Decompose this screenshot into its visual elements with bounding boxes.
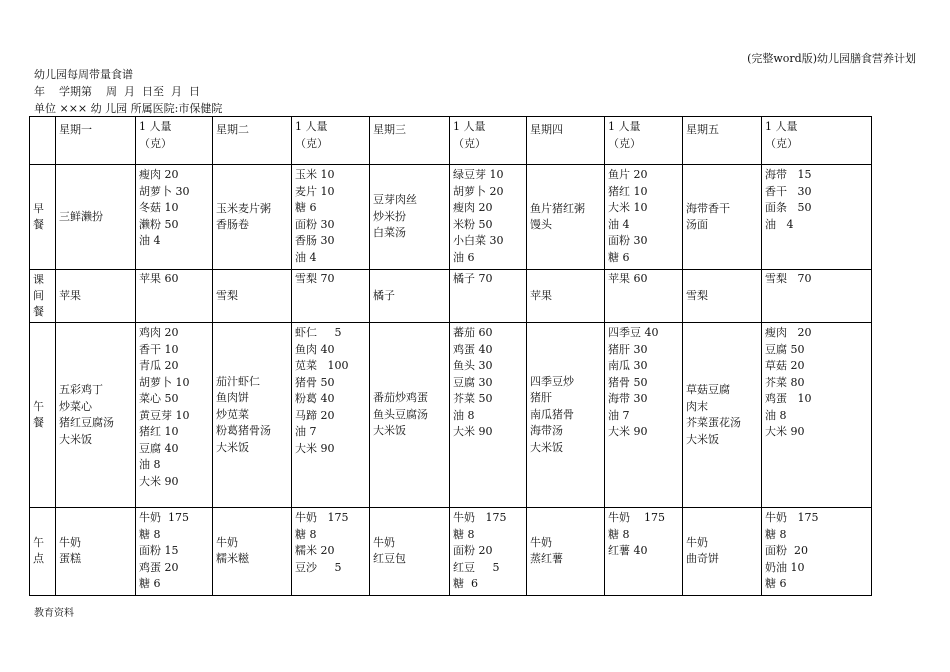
ingredient-quantity: 瘦肉 20: [139, 168, 179, 181]
ingredient-quantity: 鸡蛋 20: [139, 560, 179, 574]
meal-label-cell: [30, 270, 56, 323]
qty-header: [292, 117, 370, 165]
quantity-cell: [450, 323, 527, 508]
ingredient-quantity: 糯米 20: [295, 544, 335, 557]
meal-label: 午点: [33, 536, 44, 566]
dish-name: 玉米麦片粥: [216, 201, 271, 215]
ingredient-quantity: 大米 90: [139, 474, 179, 488]
ingredient-quantity: 粉葛 40: [295, 392, 335, 405]
ingredient-quantity: 海带 30: [608, 392, 648, 405]
ingredient-quantity: 鱼片 20: [608, 168, 648, 181]
ingredient-quantity: 豆腐 40: [139, 441, 179, 455]
ingredient-quantity: 牛奶 175: [295, 511, 349, 524]
qty-header-line: （克）: [765, 136, 798, 150]
dish-name: 猪红豆腐汤: [59, 416, 114, 429]
ingredient-quantity: 香干 30: [765, 184, 812, 198]
dish-cell: [213, 323, 292, 508]
ingredient-quantity: 苋菜 100: [295, 359, 349, 372]
ingredient-quantity: 胡萝卜 20: [453, 184, 504, 198]
ingredient-quantity: 玉米 10: [295, 168, 335, 181]
qty-header-line: （克）: [608, 136, 641, 150]
dish-name: 大米饭: [530, 440, 563, 454]
qty-header: [605, 117, 683, 165]
dish-name: 牛奶: [59, 535, 81, 549]
ingredient-quantity: 牛奶 175: [139, 511, 189, 524]
quantity-cell: [136, 270, 213, 323]
ingredient-quantity: 鱼肉 40: [295, 342, 335, 356]
dish-name: 苹果: [59, 288, 81, 302]
meal-row: [30, 323, 872, 508]
ingredient-quantity: 油 4: [139, 234, 161, 247]
quantity-cell: [605, 323, 683, 508]
dish-name: 茄汁虾仁: [216, 374, 260, 388]
dish-cell: [683, 508, 762, 596]
dish-name: 炒米扮: [373, 209, 406, 223]
corner-cell: [30, 117, 56, 165]
meal-row: [30, 270, 872, 323]
dish-cell: [370, 508, 450, 596]
ingredient-quantity: 牛奶 175: [765, 511, 819, 524]
ingredient-quantity: 红薯 40: [608, 544, 648, 557]
quantity-cell: [292, 165, 370, 270]
dish-name: 大米饭: [686, 432, 719, 446]
ingredient-quantity: 鸡肉 20: [139, 326, 179, 339]
ingredient-quantity: 绿豆芽 10: [453, 168, 504, 181]
dish-name: 芥菜蛋花汤: [686, 416, 741, 429]
dish-name: 苹果: [530, 288, 552, 302]
quantity-cell: [762, 165, 872, 270]
ingredient-quantity: 大米 10: [608, 201, 648, 214]
dish-name: 糯米糍: [216, 552, 249, 566]
ingredient-quantity: 苹果 60: [608, 272, 648, 285]
dish-name: 白菜汤: [373, 226, 406, 240]
qty-header: [136, 117, 213, 165]
qty-header-line: （克）: [453, 136, 486, 150]
ingredient-quantity: 瘦肉 20: [453, 201, 493, 214]
meal-row: [30, 165, 872, 270]
dish-name: 鱼肉饼: [216, 391, 249, 405]
dish-name: 肉末: [686, 399, 708, 413]
day-header-row: [30, 117, 872, 165]
meal-label: 午餐: [33, 400, 44, 429]
document-header: (完整word版)幼儿园膳食营养计划: [747, 52, 916, 65]
ingredient-quantity: 瘦肉 20: [765, 326, 812, 339]
ingredient-quantity: 大米 90: [295, 441, 335, 455]
dish-name: 牛奶: [216, 535, 238, 549]
qty-header: [450, 117, 527, 165]
ingredient-quantity: 面粉 30: [608, 234, 648, 247]
dish-cell: [683, 270, 762, 323]
quantity-cell: [605, 270, 683, 323]
meal-row: [30, 508, 872, 596]
meal-label: 早餐: [33, 202, 44, 231]
ingredient-quantity: 虾仁 5: [295, 326, 342, 339]
ingredient-quantity: 豆腐 30: [453, 375, 493, 389]
ingredient-quantity: 香肠 30: [295, 234, 335, 247]
ingredient-quantity: 牛奶 175: [453, 511, 507, 524]
ingredient-quantity: 马蹄 20: [295, 408, 335, 422]
ingredient-quantity: 糖 8: [453, 527, 475, 541]
dish-name: 炒苋菜: [216, 407, 249, 421]
dish-name: 大米饭: [373, 424, 406, 438]
day-name: 星期一: [56, 117, 136, 165]
ingredient-quantity: 香干 10: [139, 342, 179, 356]
dish-name: 蒸红薯: [530, 552, 563, 566]
qty-header-line: （克）: [139, 136, 172, 150]
ingredient-quantity: 胡萝卜 10: [139, 375, 190, 389]
ingredient-quantity: 牛奶 175: [608, 511, 665, 524]
day-name: 星期二: [213, 117, 292, 165]
quantity-cell: [292, 508, 370, 596]
ingredient-quantity: 芥菜 50: [453, 392, 493, 405]
ingredient-quantity: 青瓜 20: [139, 359, 179, 372]
dish-name: 鱼片猪红粥: [530, 201, 585, 215]
ingredient-quantity: 苹果 60: [139, 272, 179, 285]
ingredient-quantity: 雪梨 70: [765, 272, 812, 285]
ingredient-quantity: 糖 8: [139, 527, 161, 541]
menu-title: 幼儿园每周带量食谱: [34, 68, 133, 81]
ingredient-quantity: 橘子 70: [453, 272, 493, 285]
dish-name: 粉葛猪骨汤: [216, 424, 271, 438]
dish-name: 炒菜心: [59, 399, 92, 413]
weekly-menu-table: [29, 116, 872, 596]
ingredient-quantity: 糖 6: [608, 250, 630, 264]
footer-note: 教育资料: [34, 608, 74, 619]
quantity-cell: [450, 165, 527, 270]
ingredient-quantity: 米粉 50: [453, 217, 493, 231]
ingredient-quantity: 糖 6: [765, 577, 787, 590]
ingredient-quantity: 糖 8: [295, 527, 317, 541]
ingredient-quantity: 糖 8: [765, 527, 787, 541]
meal-label-cell: [30, 323, 56, 508]
quantity-cell: [136, 508, 213, 596]
ingredient-quantity: 奶油 10: [765, 560, 805, 574]
ingredient-quantity: 油 8: [765, 408, 787, 422]
ingredient-quantity: 黄豆芽 10: [139, 408, 190, 422]
meal-label-cell: [30, 508, 56, 596]
qty-header-line: （克）: [295, 136, 328, 150]
ingredient-quantity: 猪肝 30: [608, 342, 648, 356]
ingredient-quantity: 猪骨 50: [295, 375, 335, 389]
term-line: 年 学期第 周 月 日至 月 日: [34, 85, 200, 98]
dish-name: 番茄炒鸡蛋: [373, 391, 428, 405]
dish-cell: [527, 323, 605, 508]
quantity-cell: [292, 323, 370, 508]
qty-header-line: 1 人量: [765, 120, 798, 133]
ingredient-quantity: 猪红 10: [139, 425, 179, 438]
dish-cell: [56, 165, 136, 270]
dish-cell: [56, 508, 136, 596]
dish-name: 蛋糕: [59, 552, 81, 566]
ingredient-quantity: 鸡蛋 10: [765, 392, 812, 405]
dish-cell: [213, 165, 292, 270]
ingredient-quantity: 糖 8: [608, 527, 630, 541]
quantity-cell: [605, 508, 683, 596]
dish-name: 雪梨: [686, 288, 708, 302]
ingredient-quantity: 菜心 50: [139, 392, 179, 405]
quantity-cell: [762, 508, 872, 596]
dish-name: 海带汤: [530, 424, 563, 438]
ingredient-quantity: 糖 6: [295, 201, 317, 214]
dish-cell: [56, 270, 136, 323]
dish-name: 鱼头豆腐汤: [373, 407, 428, 421]
day-name: 星期三: [370, 117, 450, 165]
menu-body: [30, 117, 872, 596]
ingredient-quantity: 大米 90: [765, 425, 805, 438]
ingredient-quantity: 面粉 20: [765, 544, 808, 557]
day-name: 星期五: [683, 117, 762, 165]
day-name: 星期四: [527, 117, 605, 165]
dish-name: 豆芽肉丝: [373, 193, 417, 207]
quantity-cell: [762, 323, 872, 508]
ingredient-quantity: 面条 50: [765, 201, 812, 214]
dish-cell: [213, 508, 292, 596]
ingredient-quantity: 糖 6: [139, 577, 161, 590]
ingredient-quantity: 红豆 5: [453, 560, 500, 574]
dish-name: 牛奶: [686, 535, 708, 549]
ingredient-quantity: 鸡蛋 40: [453, 342, 493, 356]
dish-cell: [683, 323, 762, 508]
ingredient-quantity: 麦片 10: [295, 184, 335, 198]
quantity-cell: [450, 508, 527, 596]
ingredient-quantity: 芥菜 80: [765, 375, 805, 389]
dish-cell: [213, 270, 292, 323]
ingredient-quantity: 油 7: [295, 425, 317, 438]
ingredient-quantity: 油 4: [608, 217, 630, 231]
ingredient-quantity: 面粉 20: [453, 544, 493, 557]
ingredient-quantity: 大米 90: [453, 425, 493, 438]
ingredient-quantity: 面粉 30: [295, 217, 335, 231]
ingredient-quantity: 南瓜 30: [608, 359, 648, 372]
ingredient-quantity: 小白菜 30: [453, 234, 504, 247]
ingredient-quantity: 四季豆 40: [608, 326, 659, 339]
dish-name: 三鲜濑扮: [59, 209, 103, 223]
dish-name: 牛奶: [530, 535, 552, 549]
qty-header-line: 1 人量: [295, 120, 328, 133]
dish-name: 橘子: [373, 288, 395, 302]
meal-label-cell: [30, 165, 56, 270]
unit-line: 单位 ××× 幼 儿园 所属医院:市保健院: [34, 102, 223, 115]
quantity-cell: [450, 270, 527, 323]
dish-cell: [56, 323, 136, 508]
dish-name: 草菇豆腐: [686, 383, 730, 396]
ingredient-quantity: 油 6: [453, 250, 475, 264]
qty-header-line: 1 人量: [139, 120, 172, 133]
ingredient-quantity: 海带 15: [765, 168, 812, 181]
ingredient-quantity: 鱼头 30: [453, 359, 493, 372]
ingredient-quantity: 豆沙 5: [295, 560, 342, 574]
ingredient-quantity: 草菇 20: [765, 359, 805, 372]
dish-cell: [370, 323, 450, 508]
qty-header: [762, 117, 872, 165]
ingredient-quantity: 猪骨 50: [608, 375, 648, 389]
dish-name: 汤面: [686, 218, 708, 231]
ingredient-quantity: 豆腐 50: [765, 342, 805, 356]
qty-header-line: 1 人量: [453, 120, 486, 133]
dish-name: 四季豆炒: [530, 374, 574, 388]
quantity-cell: [136, 165, 213, 270]
qty-header-line: 1 人量: [608, 120, 641, 133]
dish-name: 五彩鸡丁: [59, 383, 103, 396]
dish-name: 红豆包: [373, 552, 406, 566]
dish-name: 海带香干: [686, 201, 730, 215]
ingredient-quantity: 油 4: [765, 217, 794, 231]
dish-name: 香肠卷: [216, 218, 249, 231]
dish-name: 曲奇饼: [686, 552, 719, 566]
dish-cell: [370, 165, 450, 270]
ingredient-quantity: 面粉 15: [139, 544, 179, 557]
ingredient-quantity: 猪红 10: [608, 184, 648, 198]
ingredient-quantity: 油 8: [139, 458, 161, 471]
ingredient-quantity: 油 8: [453, 408, 475, 422]
quantity-cell: [292, 270, 370, 323]
meal-label: 课间餐: [33, 273, 44, 318]
ingredient-quantity: 雪梨 70: [295, 272, 335, 285]
ingredient-quantity: 胡萝卜 30: [139, 184, 190, 198]
quantity-cell: [762, 270, 872, 323]
ingredient-quantity: 糖 6: [453, 577, 478, 590]
dish-cell: [370, 270, 450, 323]
dish-name: 牛奶: [373, 535, 395, 549]
quantity-cell: [136, 323, 213, 508]
dish-name: 大米饭: [216, 440, 249, 454]
dish-name: 馒头: [530, 218, 552, 231]
ingredient-quantity: 大米 90: [608, 425, 648, 438]
ingredient-quantity: 油 4: [295, 250, 317, 264]
dish-cell: [527, 165, 605, 270]
dish-cell: [527, 508, 605, 596]
dish-name: 猪肝: [530, 391, 552, 405]
ingredient-quantity: 油 7: [608, 408, 630, 422]
dish-name: 大米饭: [59, 432, 92, 446]
ingredient-quantity: 濑粉 50: [139, 217, 179, 231]
dish-cell: [527, 270, 605, 323]
dish-cell: [683, 165, 762, 270]
dish-name: 雪梨: [216, 288, 238, 302]
ingredient-quantity: 冬菇 10: [139, 201, 179, 214]
dish-name: 南瓜猪骨: [530, 407, 574, 421]
ingredient-quantity: 蕃茄 60: [453, 326, 493, 339]
quantity-cell: [605, 165, 683, 270]
